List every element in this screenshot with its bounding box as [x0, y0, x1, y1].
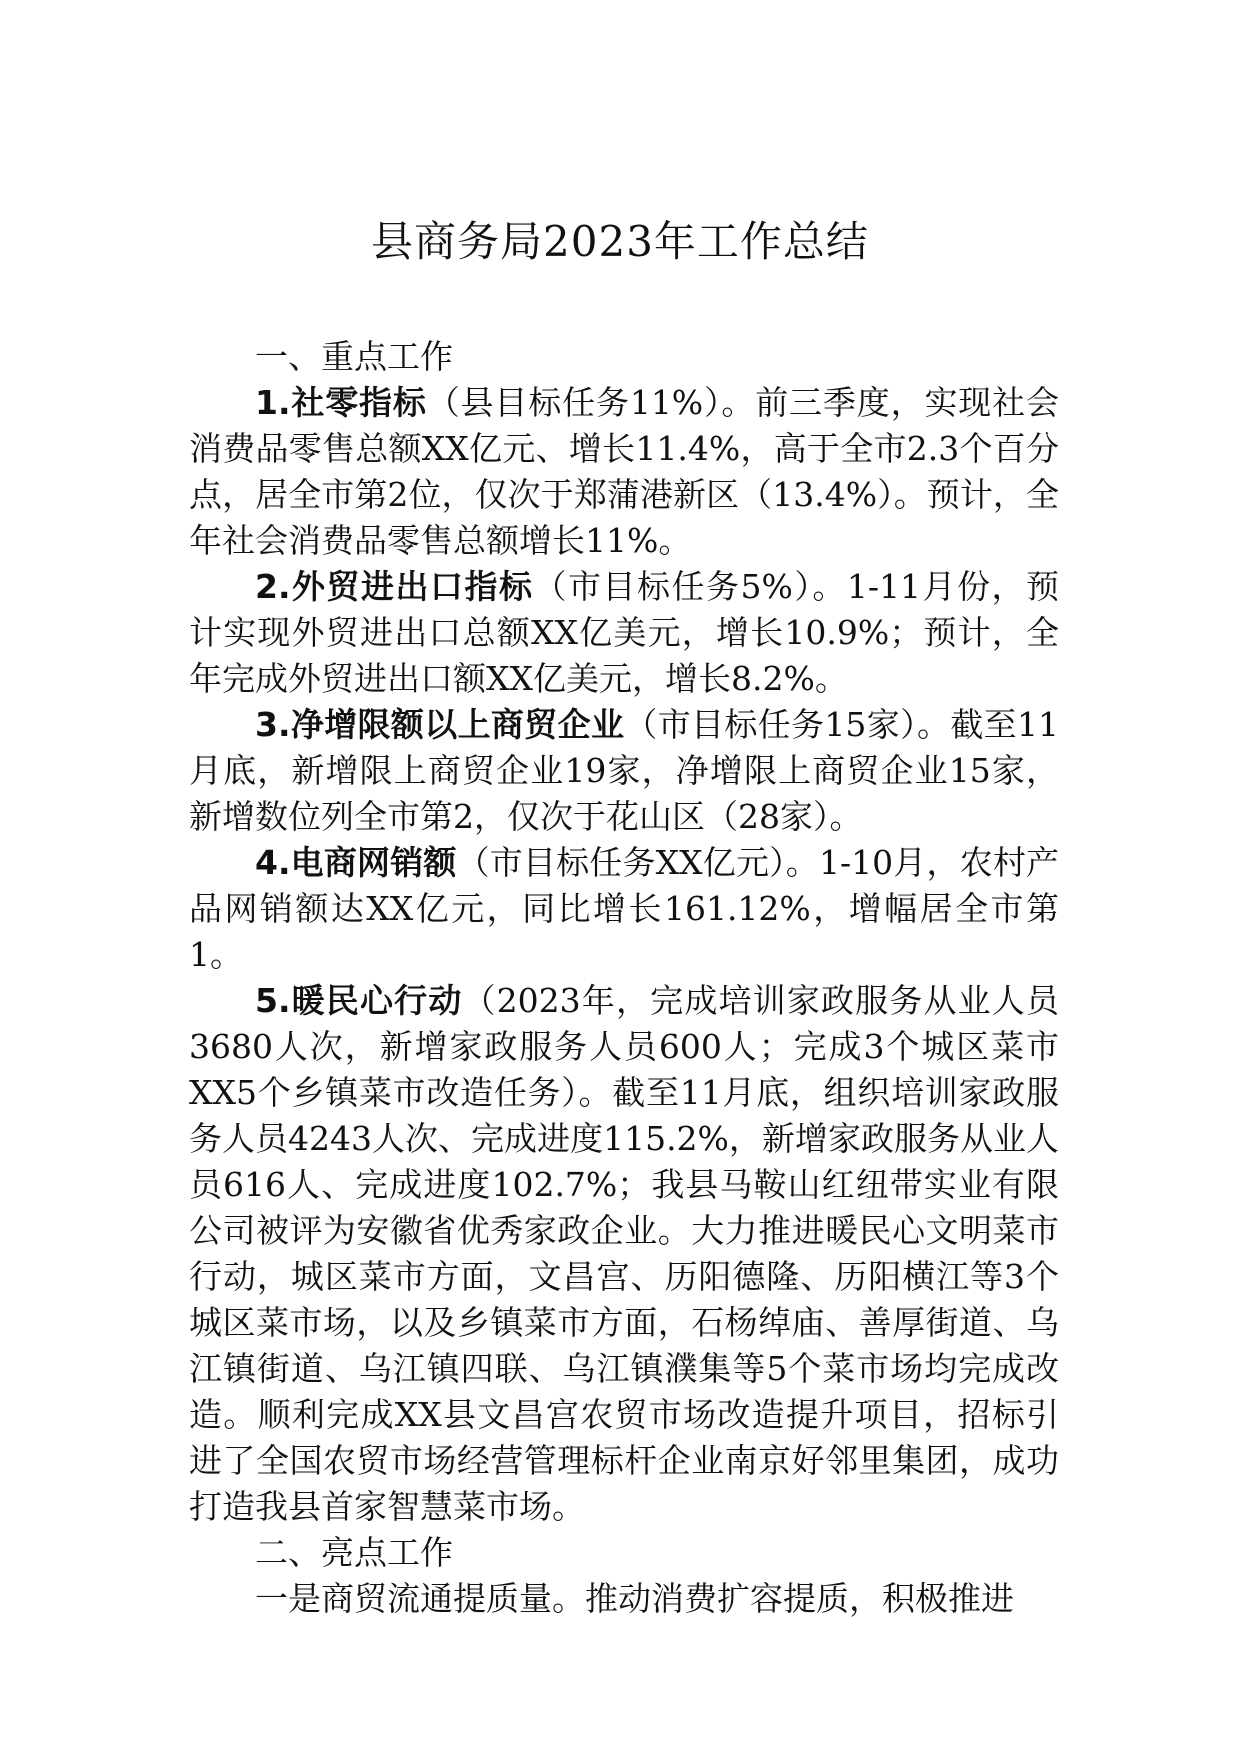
paragraph-item [189, 840, 1059, 978]
paragraph-item [189, 380, 1059, 564]
paragraph-text: 一、重点工作 [255, 337, 453, 376]
paragraph-item [189, 1576, 1059, 1622]
paragraph-lead: 5.暖民心行动 [255, 981, 463, 1020]
paragraph-text: （市目标任务XX亿元）。1-10月，农村产品网销额达XX亿元，同比增长161.12%，增幅居全市第1。 [189, 843, 1060, 974]
section-heading [189, 334, 1059, 380]
paragraph-text: （县目标任务11%）。前三季度，实现社会消费品零售总额XX亿元、增长11.4%，高于全市2.3个百分点，居全市第2位，仅次于郑蒲港新区（13.4%）。预计，全年社会消费品零售总额增长11%。 [189, 383, 1059, 560]
paragraph-text: 一是商贸流通提质量。推动消费扩容提质，积极推进 [255, 1579, 1014, 1618]
section-heading [189, 1530, 1059, 1576]
paragraph-item [189, 978, 1059, 1530]
paragraph-text: 二、亮点工作 [255, 1533, 453, 1572]
paragraph-lead: 2.外贸进出口指标 [255, 567, 534, 606]
document-body [189, 334, 1059, 1622]
paragraph-lead: 1.社零指标 [255, 383, 427, 422]
paragraph-text: （市目标任务15家）。截至11月底，新增限上商贸企业19家，净增限上商贸企业15家，新增数位列全市第2，仅次于花山区（28家）。 [189, 705, 1060, 836]
document-title: 县商务局2023年工作总结 [371, 217, 869, 266]
paragraph-lead: 3.净增限额以上商贸企业 [255, 705, 625, 744]
paragraph-item [189, 702, 1059, 840]
paragraph-lead: 4.电商网销额 [255, 843, 457, 882]
paragraph-item [189, 564, 1059, 702]
paragraph-text: （市目标任务5%）。1-11月份，预计实现外贸进出口总额XX亿美元，增长10.9%；预计，全年完成外贸进出口额XX亿美元，增长8.2%。 [189, 567, 1059, 698]
paragraph-text: （2023年，完成培训家政服务从业人员3680人次，新增家政服务人员600人；完成3个城区菜市XX5个乡镇菜市改造任务）。截至11月底，组织培训家政服务人员4243人次、完成进度115.2%，新增家政服务从业人员616人、完成进度102.7%；我县马鞍山红纽带实业有限公司被评为安徽省优秀家政企业。大力推进暖民心文明菜市行动，城区菜市方面，文昌宫、历阳德隆、历阳横江等3个城区菜市场，以及乡镇菜市方面，石杨绰庙、善厚街道、乌江镇街道、乌江镇四联、乌江镇濮集等5个菜市场均完成改造。顺利完成XX县文昌宫农贸市场改造提升项目，招标引进了全国农贸市场经营管理标杆企业南京好邻里集团，成功打造我县首家智慧菜市场。 [189, 981, 1060, 1526]
